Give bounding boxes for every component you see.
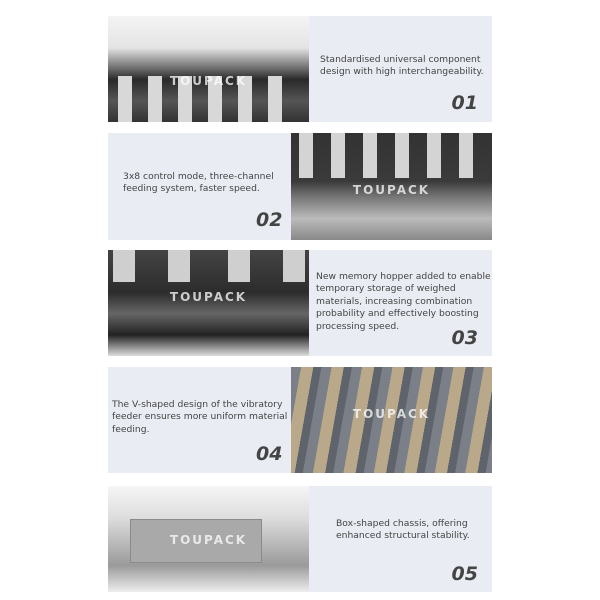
feature-panel-02 [108, 133, 492, 240]
feature-text: Standardised universal component design with high interchangeability. [320, 54, 484, 78]
feature-number: 02 [256, 209, 283, 231]
feature-text: New memory hopper added to enable temporary storage of weighed materials, increasing combination probability and effectively boosting processing speed. [316, 271, 491, 332]
feature-panel-01 [108, 16, 492, 122]
feature-text: Box-shaped chassis, offering enhanced structural stability. [336, 518, 470, 542]
toupack-watermark: TOUPACK [169, 74, 248, 88]
feature-panel-05 [108, 486, 492, 592]
toupack-watermark: TOUPACK [352, 407, 431, 421]
feature-text: 3x8 control mode, three-channel feeding system, faster speed. [123, 171, 274, 195]
feature-panel-03 [108, 250, 492, 356]
feature-number: 03 [451, 327, 478, 349]
toupack-watermark: TOUPACK [352, 183, 431, 197]
toupack-watermark: TOUPACK [169, 290, 248, 304]
feature-number: 01 [451, 92, 478, 114]
memory-hopper-photo [108, 250, 309, 356]
feature-panel-04 [108, 367, 492, 473]
hopper-array-photo [291, 133, 492, 240]
box-chassis-photo [108, 486, 309, 592]
feature-number: 04 [256, 443, 283, 465]
weigher-top-frame-photo [108, 16, 309, 122]
toupack-watermark: TOUPACK [169, 533, 248, 547]
feature-text: The V-shaped design of the vibratory feeder ensures more uniform material feeding. [112, 399, 288, 435]
vibratory-feeder-photo [291, 367, 492, 473]
feature-number: 05 [451, 563, 478, 585]
